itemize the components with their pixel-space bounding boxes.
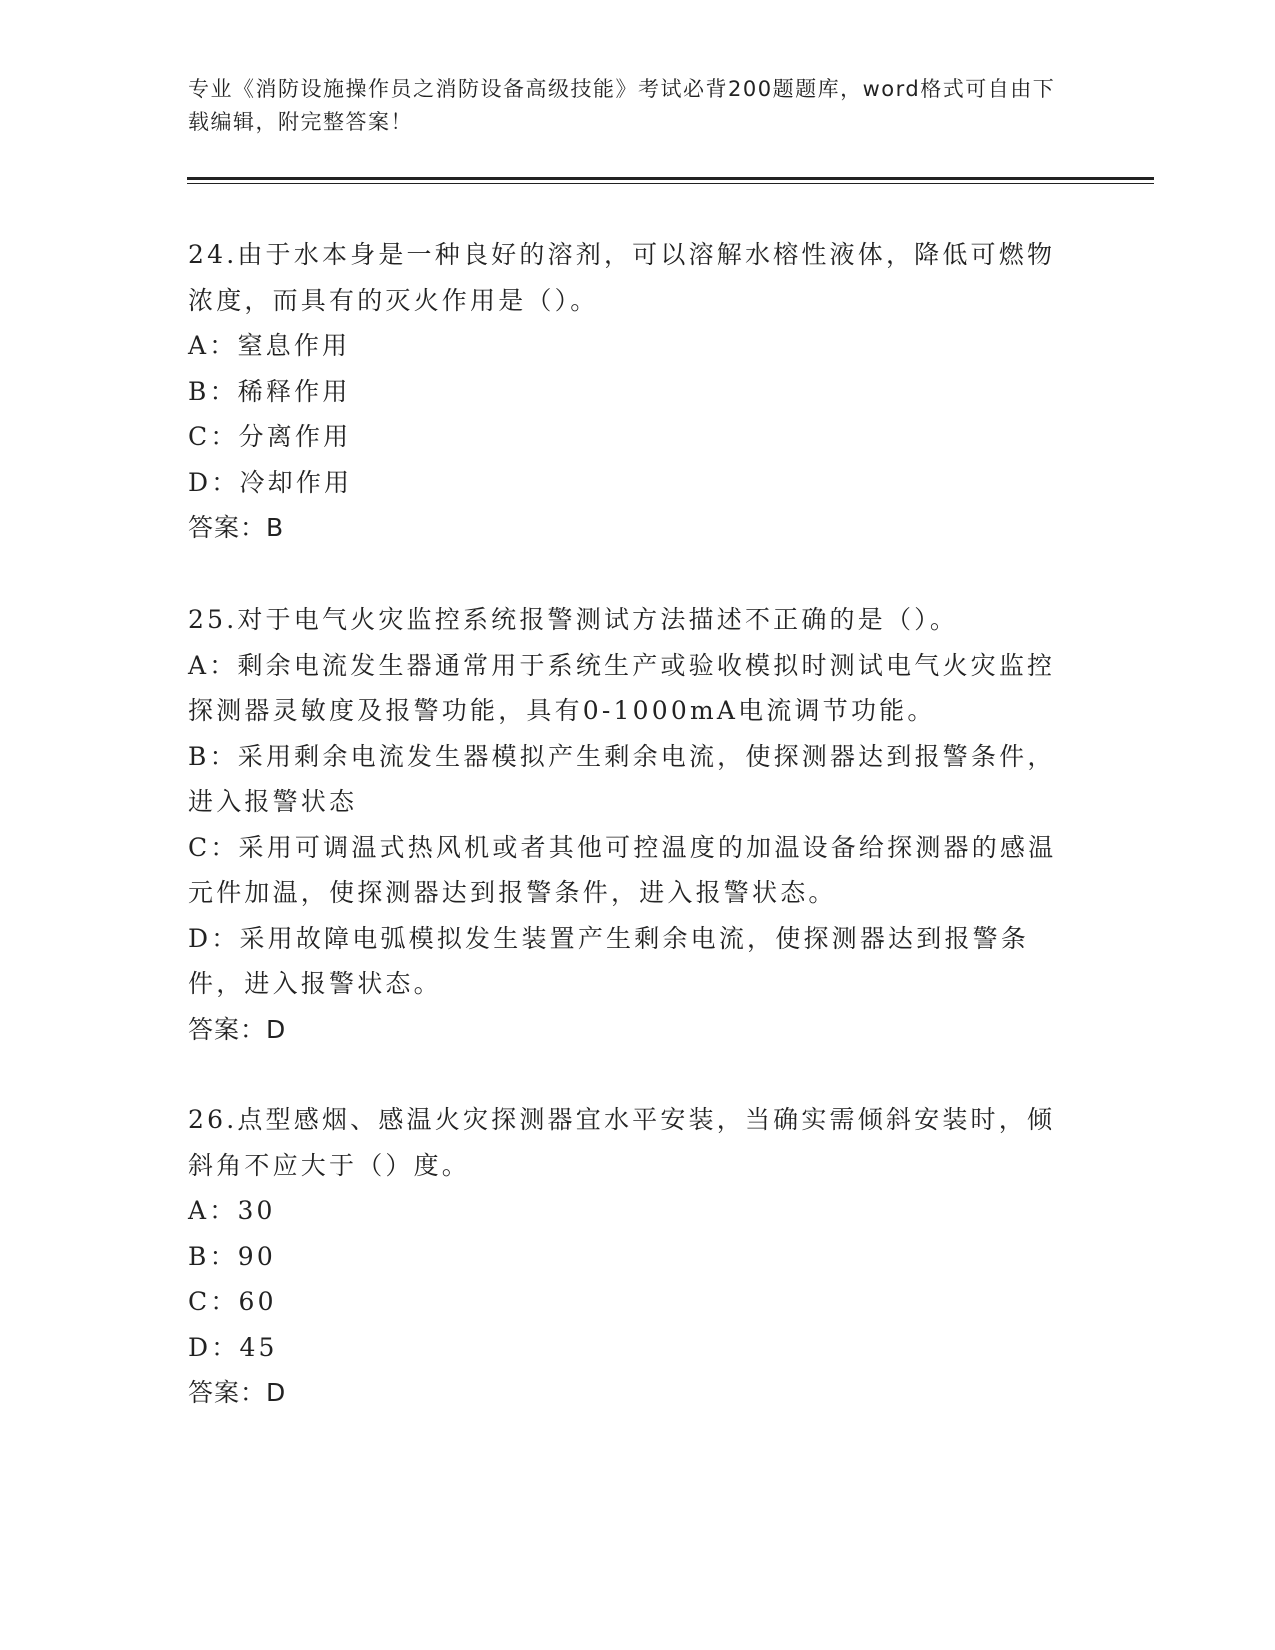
option-b: B：90 [188,1241,276,1271]
question-stem: 24.由于水本身是一种良好的溶剂，可以溶解水榕性液体，降低可燃物浓度，而具有的灭火作用是（）。 [188,240,1056,315]
answer-label: 答案：B [188,513,285,542]
document-header: 专业《消防设施操作员之消防设备高级技能》考试必背200题题库，word格式可自由下载编辑，附完整答案！ [188,77,1056,134]
question-stem: 26.点型感烟、感温火灾探测器宜水平安装，当确实需倾斜安装时，倾斜角不应大于（）度。 [188,1105,1056,1180]
option-a: A：30 [188,1196,276,1225]
option-a: A：窒息作用 [188,331,351,360]
option-d: D：45 [188,1332,278,1362]
question-stem: 25.对于电气火灾监控系统报警测试方法描述不正确的是（）。 [188,605,959,634]
option-c: C：采用可调温式热风机或者其他可控温度的加温设备给探测器的感温元件加温，使探测器达到报警条件，进入报警状态。 [188,832,1057,907]
option-b: B：采用剩余电流发生器模拟产生剩余电流，使探测器达到报警条件，进入报警状态 [188,741,1056,816]
answer-label: 答案：D [188,1014,287,1044]
question-26 [188,1097,1068,1416]
question-25 [188,597,1068,1052]
question-24 [188,232,1068,551]
header-divider-thick [187,177,1154,180]
header-divider-thin [187,183,1154,184]
option-d: D：冷却作用 [188,467,353,497]
option-b: B：稀释作用 [188,376,351,406]
answer-label: 答案：D [188,1378,287,1407]
option-a: A：剩余电流发生器通常用于系统生产或验收模拟时测试电气火灾监控探测器灵敏度及报警功能，具有0-1000mA电流调节功能。 [188,650,1056,725]
option-c: C：60 [188,1287,277,1316]
option-d: D：采用故障电弧模拟发生装置产生剩余电流，使探测器达到报警条件，进入报警状态。 [188,923,1030,998]
option-c: C：分离作用 [188,422,352,451]
